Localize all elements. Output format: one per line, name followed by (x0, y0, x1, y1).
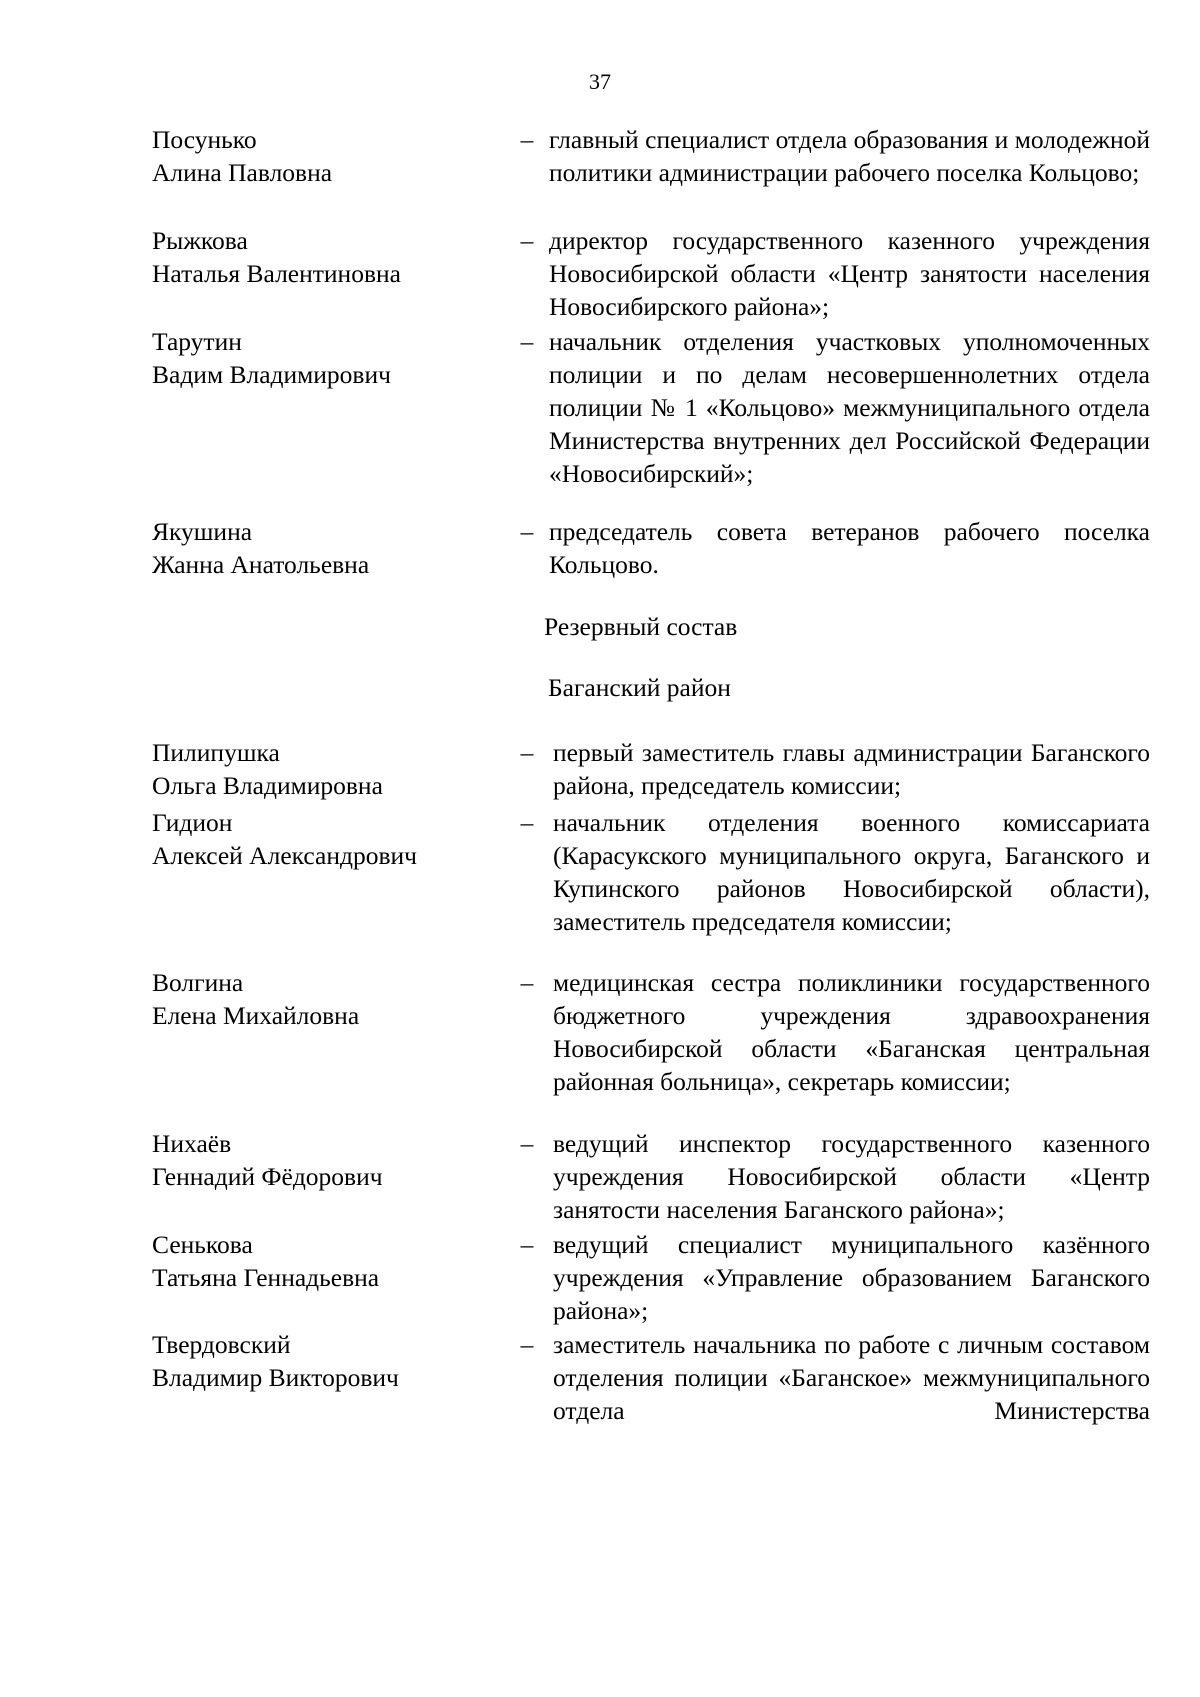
dash: – (520, 808, 534, 837)
member-given-name: Елена Михайловна (152, 1001, 360, 1030)
dash: – (520, 226, 534, 255)
member-role: начальник отделения военного комиссариата (Карасукского муниципального округа, Баганского и Купинского районов Новосибирской области), заместитель председателя комиссии; (553, 808, 1150, 936)
dash: – (520, 1129, 534, 1158)
member-name (152, 806, 512, 872)
reserve-heading: Резервный состав (544, 612, 738, 641)
member-given-name: Вадим Владимирович (152, 360, 391, 389)
member-name (152, 123, 512, 189)
dash: – (520, 968, 534, 997)
member-given-name: Геннадий Фёдорович (152, 1162, 383, 1191)
member-surname: Тарутин (152, 327, 242, 356)
member-given-name: Жанна Анатольевна (152, 550, 370, 579)
member-given-name: Владимир Викторович (152, 1363, 399, 1392)
member-given-name: Татьяна Геннадьевна (152, 1263, 380, 1292)
dash: – (520, 1230, 534, 1259)
member-surname: Сенькова (152, 1230, 253, 1259)
dash: – (520, 1330, 534, 1359)
member-surname: Якушина (152, 517, 253, 546)
member-name (152, 224, 512, 290)
member-name (152, 1127, 512, 1193)
dash: – (520, 125, 534, 154)
member-role: директор государственного казенного учреждения Новосибирской области «Центр занятости населения Новосибирского района»; (549, 226, 1150, 321)
member-role: медицинская сестра поликлиники государственного бюджетного учреждения здравоохранения Новосибирской области «Баганская центральная районная больница», секретарь комиссии; (553, 968, 1150, 1096)
member-role: председатель совета ветеранов рабочего поселка Кольцово. (549, 517, 1150, 579)
member-surname: Гидион (152, 808, 233, 837)
member-given-name: Алексей Александрович (152, 841, 417, 870)
member-name (152, 1328, 512, 1394)
member-surname: Пилипушка (152, 738, 280, 767)
member-name (152, 325, 512, 391)
member-role: первый заместитель главы администрации Баганского района, председатель комиссии; (553, 738, 1150, 800)
page-number: 37 (589, 69, 611, 94)
member-role: ведущий специалист муниципального казённого учреждения «Управление образованием Баганского района»; (553, 1230, 1150, 1325)
member-surname: Волгина (152, 968, 244, 997)
member-name (152, 966, 512, 1032)
member-name (152, 1228, 512, 1294)
dash: – (520, 327, 534, 356)
dash: – (520, 517, 534, 546)
member-given-name: Наталья Валентиновна (152, 259, 401, 288)
member-role: главный специалист отдела образования и молодежной политики администрации рабочего поселка Кольцово; (549, 125, 1150, 187)
member-name (152, 736, 512, 802)
member-role: начальник отделения участковых уполномоченных полиции и по делам несовершеннолетних отдела полиции № 1 «Кольцово» межмуниципального отдела Министерства внутренних дел Российской Федерации «Новосибирский»; (549, 327, 1150, 488)
member-name (152, 515, 512, 581)
member-surname: Нихаёв (152, 1129, 232, 1158)
member-role: ведущий инспектор государственного казенного учреждения Новосибирской области «Центр занятости населения Баганского района»; (553, 1129, 1150, 1224)
member-given-name: Алина Павловна (152, 158, 333, 187)
district-heading: Баганский район (548, 673, 731, 702)
member-surname: Посунько (152, 125, 257, 154)
member-role: заместитель начальника по работе с личным составом отделения полиции «Баганское» межмуниципального отдела Министерства (553, 1330, 1150, 1425)
member-surname: Твердовский (152, 1330, 291, 1359)
dash: – (520, 738, 534, 767)
member-given-name: Ольга Владимировна (152, 771, 383, 800)
member-surname: Рыжкова (152, 226, 248, 255)
